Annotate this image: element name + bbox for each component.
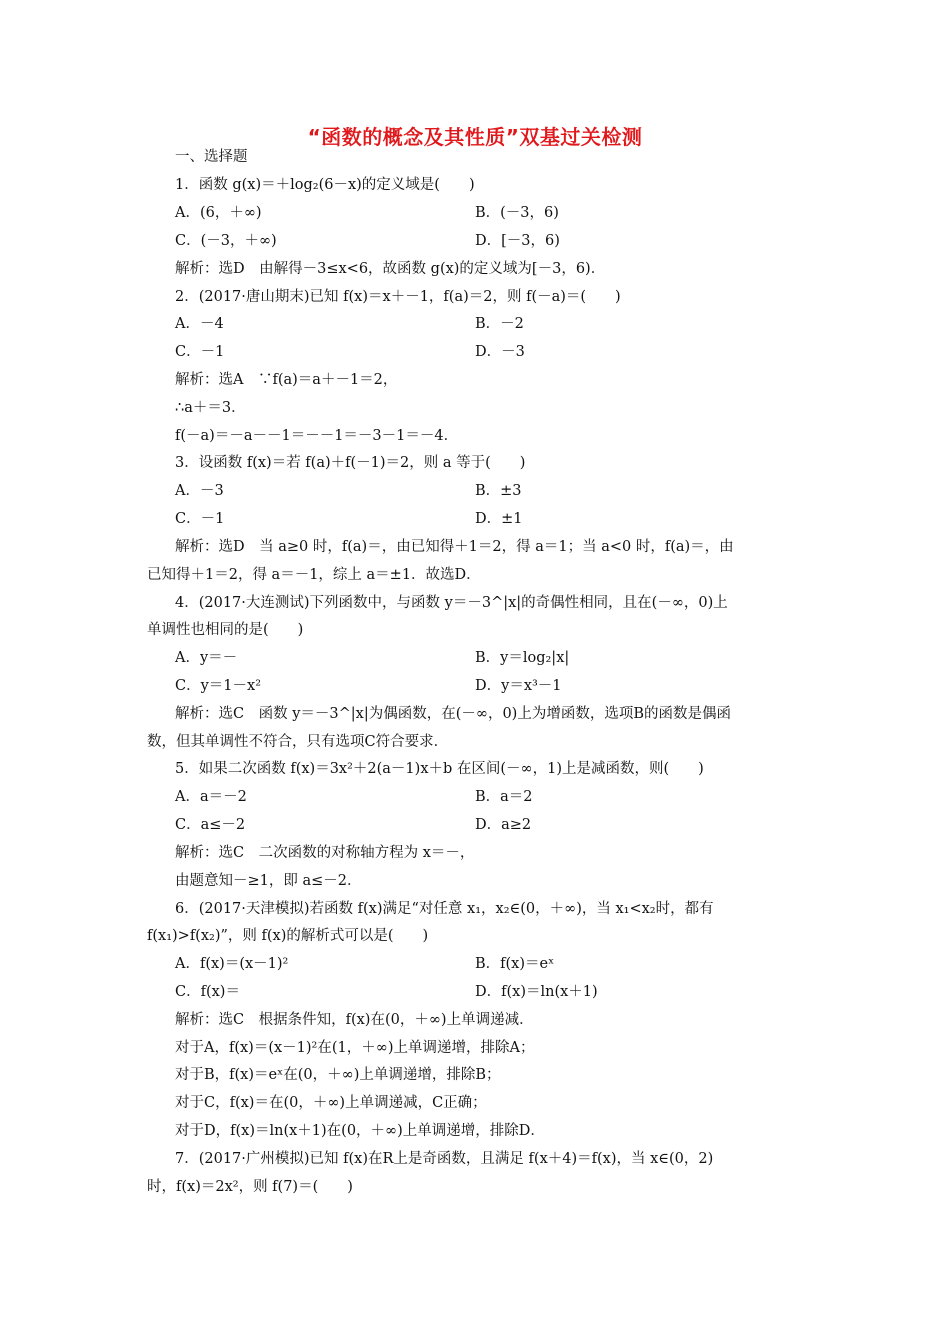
question-1-stem: 1．函数 g(x)＝＋log₂(6－x)的定义域是( ) [175, 177, 475, 193]
question-2-stem: 2．(2017·唐山期末)已知 f(x)＝x＋－1，f(a)＝2，则 f(－a)＝( ) [175, 289, 621, 305]
q4-option-d: D．y＝x³－1 [475, 678, 562, 694]
question-4-stem-line-2: 单调性也相同的是( ) [147, 622, 304, 638]
question-3-stem: 3．设函数 f(x)＝若 f(a)＋f(－1)＝2，则 a 等于( ) [175, 455, 526, 471]
q6-solution-line-2: 对于A，f(x)＝(x－1)²在(1，＋∞)上单调递增，排除A； [175, 1040, 535, 1056]
q3-solution-line-2: 已知得＋1＝2，得 a＝－1，综上 a＝±1．故选D． [147, 567, 481, 583]
q4-option-a: A．y＝－ [175, 650, 238, 666]
question-6-stem-line-2: f(x₁)>f(x₂)”，则 f(x)的解析式可以是( ) [147, 928, 429, 944]
document-title: “函数的概念及其性质”双基过关检测 [307, 125, 643, 149]
q2-option-c: C．－1 [175, 344, 225, 360]
q3-option-a: A．－3 [175, 483, 224, 499]
q5-option-a: A．a＝－2 [175, 789, 247, 805]
q6-option-c: C．f(x)＝ [175, 984, 240, 1000]
question-7-stem-line-1: 7．(2017·广州模拟)已知 f(x)在R上是奇函数，且满足 f(x＋4)＝f(x)，当 x∈(0，2) [175, 1151, 714, 1167]
q4-option-b: B．y＝log₂|x| [475, 650, 570, 666]
q6-solution-line-1: 解析：选C 根据条件知，f(x)在(0，＋∞)上单调递减． [175, 1012, 534, 1028]
question-7-stem-line-2: 时，f(x)＝2x²，则 f(7)＝( ) [147, 1179, 353, 1195]
q3-option-d: D．±1 [475, 511, 523, 527]
question-5-stem: 5．如果二次函数 f(x)＝3x²＋2(a－1)x＋b 在区间(－∞，1)上是减函数，则( ) [175, 761, 704, 777]
q2-solution-line-1: 解析：选A ∵f(a)＝a＋－1＝2， [175, 372, 398, 388]
q6-solution-line-3: 对于B，f(x)＝eˣ在(0，＋∞)上单调递增，排除B； [175, 1067, 501, 1083]
question-4-stem-line-1: 4．(2017·大连测试)下列函数中，与函数 y＝－3^|x|的奇偶性相同，且在(－∞，0)上 [175, 595, 728, 611]
question-6-stem-line-1: 6．(2017·天津模拟)若函数 f(x)满足“对任意 x₁，x₂∈(0，＋∞)，当 x₁<x₂时，都有 [175, 901, 714, 917]
q5-solution-line-1: 解析：选C 二次函数的对称轴方程为 x＝－， [175, 845, 475, 861]
q3-option-b: B．±3 [475, 483, 522, 499]
q3-solution-line-1: 解析：选D 当 a≥0 时，f(a)＝，由已知得＋1＝2，得 a＝1；当 a<0 时，f(a)＝，由 [175, 539, 734, 555]
q2-option-a: A．－4 [175, 316, 224, 332]
q1-option-a: A．(6，＋∞) [175, 205, 262, 221]
q1-solution: 解析：选D 由解得－3≤x<6，故函数 g(x)的定义域为[－3，6)． [175, 261, 606, 277]
q3-option-c: C．－1 [175, 511, 225, 527]
section-heading: 一、选择题 [175, 149, 248, 165]
q1-option-d: D．[－3，6) [475, 233, 560, 249]
q2-option-b: B．－2 [475, 316, 524, 332]
q5-option-d: D．a≥2 [475, 817, 532, 833]
q6-solution-line-4: 对于C，f(x)＝在(0，＋∞)上单调递减，C正确； [175, 1095, 487, 1111]
q5-option-c: C．a≤－2 [175, 817, 246, 833]
q1-option-b: B．(－3，6) [475, 205, 559, 221]
q4-solution-line-2: 数，但其单调性不符合，只有选项C符合要求． [147, 734, 449, 750]
q4-option-c: C．y＝1－x² [175, 678, 262, 694]
q6-option-a: A．f(x)＝(x－1)² [175, 956, 289, 972]
q5-solution-line-2: 由题意知－≥1，即 a≤－2． [175, 873, 362, 889]
q2-solution-line-3: f(－a)＝－a－－1＝－－1＝－3－1＝－4． [175, 428, 459, 444]
q6-solution-line-5: 对于D，f(x)＝ln(x＋1)在(0，＋∞)上单调递增，排除D． [175, 1123, 545, 1139]
q5-option-b: B．a＝2 [475, 789, 533, 805]
q6-option-b: B．f(x)＝eˣ [475, 956, 555, 972]
q1-option-c: C．(－3，＋∞) [175, 233, 277, 249]
q4-solution-line-1: 解析：选C 函数 y＝－3^|x|为偶函数，在(－∞，0)上为增函数，选项B的函数是偶函 [175, 706, 731, 722]
q2-solution-line-2: ∴a＋＝3． [175, 400, 246, 416]
q2-option-d: D．－3 [475, 344, 525, 360]
q6-option-d: D．f(x)＝ln(x＋1) [475, 984, 598, 1000]
